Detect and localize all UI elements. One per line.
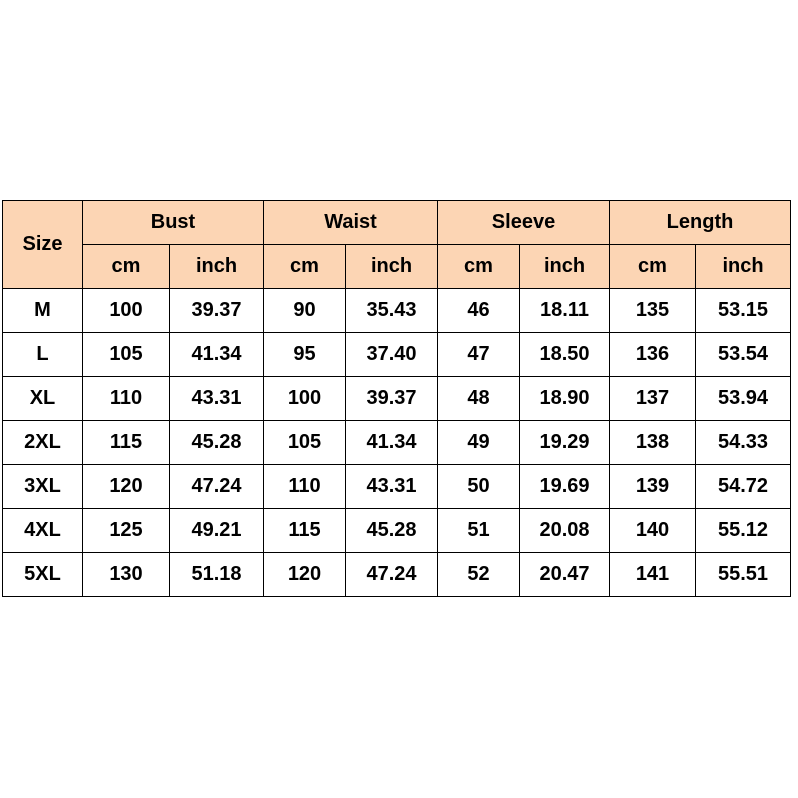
waist-cm-cell: 110 xyxy=(264,465,346,509)
length-cm-cell: 136 xyxy=(610,333,696,377)
table-body xyxy=(3,289,791,597)
waist-inch-cell: 37.40 xyxy=(346,333,438,377)
table-row xyxy=(3,465,791,509)
unit-inch-header: inch xyxy=(520,245,610,289)
waist-inch-cell: 35.43 xyxy=(346,289,438,333)
waist-inch-cell: 47.24 xyxy=(346,553,438,597)
length-cm-cell: 140 xyxy=(610,509,696,553)
size-cell: 3XL xyxy=(3,465,83,509)
table-row xyxy=(3,553,791,597)
bust-cm-cell: 115 xyxy=(83,421,170,465)
bust-inch-cell: 39.37 xyxy=(170,289,264,333)
sleeve-cm-cell: 50 xyxy=(438,465,520,509)
length-inch-cell: 53.54 xyxy=(696,333,791,377)
waist-header: Waist xyxy=(264,201,438,245)
bust-header: Bust xyxy=(83,201,264,245)
length-inch-cell: 54.33 xyxy=(696,421,791,465)
waist-inch-cell: 39.37 xyxy=(346,377,438,421)
waist-cm-cell: 105 xyxy=(264,421,346,465)
unit-cm-header: cm xyxy=(264,245,346,289)
table-row xyxy=(3,333,791,377)
unit-cm-header: cm xyxy=(610,245,696,289)
table-header xyxy=(3,201,791,289)
waist-inch-cell: 45.28 xyxy=(346,509,438,553)
size-cell: 5XL xyxy=(3,553,83,597)
bust-cm-cell: 130 xyxy=(83,553,170,597)
sleeve-cm-cell: 49 xyxy=(438,421,520,465)
length-cm-cell: 137 xyxy=(610,377,696,421)
bust-inch-cell: 47.24 xyxy=(170,465,264,509)
sleeve-cm-cell: 46 xyxy=(438,289,520,333)
size-cell: 2XL xyxy=(3,421,83,465)
length-cm-cell: 135 xyxy=(610,289,696,333)
bust-inch-cell: 45.28 xyxy=(170,421,264,465)
waist-inch-cell: 41.34 xyxy=(346,421,438,465)
size-chart-table xyxy=(2,200,791,597)
waist-cm-cell: 100 xyxy=(264,377,346,421)
length-header: Length xyxy=(610,201,791,245)
bust-cm-cell: 110 xyxy=(83,377,170,421)
sleeve-cm-cell: 47 xyxy=(438,333,520,377)
waist-inch-cell: 43.31 xyxy=(346,465,438,509)
bust-inch-cell: 41.34 xyxy=(170,333,264,377)
sleeve-inch-cell: 19.69 xyxy=(520,465,610,509)
table-row xyxy=(3,421,791,465)
sleeve-inch-cell: 20.08 xyxy=(520,509,610,553)
size-cell: 4XL xyxy=(3,509,83,553)
waist-cm-cell: 120 xyxy=(264,553,346,597)
size-header: Size xyxy=(3,201,83,289)
waist-cm-cell: 90 xyxy=(264,289,346,333)
bust-cm-cell: 120 xyxy=(83,465,170,509)
sleeve-cm-cell: 48 xyxy=(438,377,520,421)
sleeve-inch-cell: 18.11 xyxy=(520,289,610,333)
table-row xyxy=(3,509,791,553)
bust-cm-cell: 100 xyxy=(83,289,170,333)
bust-cm-cell: 125 xyxy=(83,509,170,553)
size-cell: XL xyxy=(3,377,83,421)
sleeve-header: Sleeve xyxy=(438,201,610,245)
waist-cm-cell: 95 xyxy=(264,333,346,377)
unit-inch-header: inch xyxy=(170,245,264,289)
length-inch-cell: 54.72 xyxy=(696,465,791,509)
waist-cm-cell: 115 xyxy=(264,509,346,553)
bust-inch-cell: 43.31 xyxy=(170,377,264,421)
length-cm-cell: 139 xyxy=(610,465,696,509)
length-cm-cell: 141 xyxy=(610,553,696,597)
sleeve-cm-cell: 51 xyxy=(438,509,520,553)
length-inch-cell: 53.15 xyxy=(696,289,791,333)
length-cm-cell: 138 xyxy=(610,421,696,465)
sleeve-cm-cell: 52 xyxy=(438,553,520,597)
bust-inch-cell: 49.21 xyxy=(170,509,264,553)
size-cell: L xyxy=(3,333,83,377)
length-inch-cell: 55.51 xyxy=(696,553,791,597)
bust-inch-cell: 51.18 xyxy=(170,553,264,597)
header-row-groups xyxy=(3,201,791,245)
unit-inch-header: inch xyxy=(696,245,791,289)
unit-cm-header: cm xyxy=(438,245,520,289)
sleeve-inch-cell: 19.29 xyxy=(520,421,610,465)
size-cell: M xyxy=(3,289,83,333)
unit-cm-header: cm xyxy=(83,245,170,289)
length-inch-cell: 55.12 xyxy=(696,509,791,553)
length-inch-cell: 53.94 xyxy=(696,377,791,421)
sleeve-inch-cell: 20.47 xyxy=(520,553,610,597)
header-row-units xyxy=(3,245,791,289)
table-row xyxy=(3,377,791,421)
sleeve-inch-cell: 18.90 xyxy=(520,377,610,421)
sleeve-inch-cell: 18.50 xyxy=(520,333,610,377)
table-row xyxy=(3,289,791,333)
unit-inch-header: inch xyxy=(346,245,438,289)
bust-cm-cell: 105 xyxy=(83,333,170,377)
